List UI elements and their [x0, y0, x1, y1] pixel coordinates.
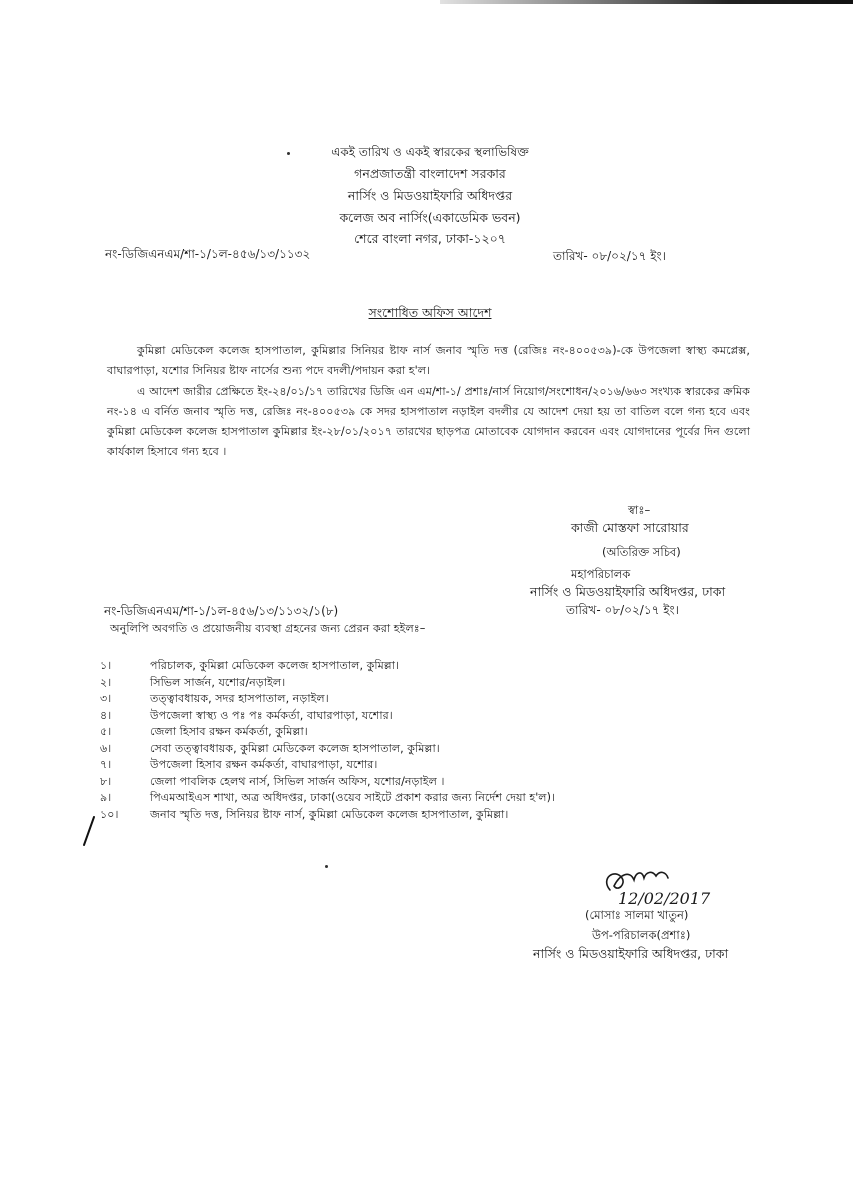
- list-item-text: জেলা হিসাব রক্ষন কর্মকর্তা, কুমিল্লা।: [150, 725, 308, 738]
- list-item: [100, 658, 620, 675]
- copy-signatory-designation: উপ-পরিচালক(প্রশাঃ): [592, 928, 691, 942]
- ink-speck: [325, 865, 328, 868]
- list-item: [100, 724, 620, 741]
- list-item-number: ৯।: [100, 791, 112, 804]
- list-item-text: তত্ত্বাবধায়ক, সদর হাসপাতাল, নড়াইল।: [150, 692, 329, 705]
- header-college: কলেজ অব নার্সিং(একাডেমিক ভবন): [339, 210, 521, 225]
- list-item-text: উপজেলা হিসাব রক্ষন কর্মকর্তা, বাঘারপাড়া, যশোর।: [150, 758, 378, 771]
- order-paragraph-2: এ আদেশ জারীর প্রেক্ষিতে ইং-২৪/০১/১৭ তারিখের ডিজি এন এম/শা-১/ প্রশাঃ/নার্স নিয়োগ/সংশোধন/২০১৬/৬৬৩ সংখ্যক স্বারকের ক্রমিক নং-১৪ এ বর্নিত জনাব স্মৃতি দত্ত, রেজিঃ নং-৪০০৫৩৯ কে সদর হাসপাতাল নড়াইল বদলীর যে আদেশ দেয়া হয় তা বাতিল বলে গন্য হবে এবং কুমিল্লা মেডিকেল কলেজ হাসপাতাল কুমিল্লার ইং-২৮/০১/২০১৭ তারখের ছাড়পত্র মোতাবেক যোগদান করবেন এবং যোগদানের পূর্বের দিন গুলো কার্যকাল হিসাবে গন্য হবে ।: [107, 385, 750, 458]
- header-directorate: নার্সিং ও মিডওয়াইফারি অধিদপ্তর: [347, 188, 513, 203]
- pen-tick-mark: [82, 815, 96, 847]
- list-item-text: জেলা পাবলিক হেলথ নার্স, সিভিল সার্জন অফিস, যশোর/নড়াইল ।: [150, 774, 445, 788]
- list-item-number: ২।: [100, 675, 112, 689]
- copy-recipient-list: [100, 658, 620, 823]
- copy-signatory-office: নার্সিং ও মিডওয়াইফারি অধিদপ্তর, ঢাকা: [533, 946, 729, 961]
- signatory-designation: মহাপরিচালক: [571, 567, 631, 581]
- list-item: [100, 774, 620, 791]
- list-item-text: পরিচালক, কুমিল্লা মেডিকেল কলেজ হাসপাতাল, কুমিল্লা।: [150, 659, 400, 672]
- list-item-number: ৪।: [100, 708, 112, 722]
- list-item: [100, 807, 620, 824]
- list-item-number: ৭।: [100, 758, 112, 771]
- signature-label: স্বাঃ–: [628, 503, 651, 517]
- scan-edge-shadow: [440, 0, 853, 4]
- header-govt: গনপ্রজাতন্ত্রী বাংলাদেশ সরকার: [354, 166, 506, 181]
- list-item: [100, 757, 620, 774]
- list-item: [100, 708, 620, 725]
- list-item-number: ৫।: [100, 725, 112, 738]
- memo-date: তারিখ- ০৮/০২/১৭ ইং।: [553, 249, 666, 263]
- list-item-number: ৬।: [100, 741, 112, 755]
- list-item: [100, 691, 620, 708]
- list-item-number: ১।: [100, 659, 112, 672]
- header-address: শেরে বাংলা নগর, ঢাকা-১২০৭: [354, 231, 506, 246]
- list-item: [100, 675, 620, 692]
- list-item-text: সেবা তত্ত্বাবধায়ক, কুমিল্লা মেডিকেল কলেজ হাসপাতাল, কুমিল্লা।: [150, 741, 440, 755]
- copy-intro: অনুলিপি অবগতি ও প্রয়োজনীয় ব্যবস্থা গ্রহনের জন্য প্রেরন করা হইলঃ–: [110, 622, 426, 635]
- header-note: একই তারিখ ও একই স্বারকের স্থলাভিষিক্ত: [331, 145, 529, 159]
- order-paragraph-1: কুমিল্লা মেডিকেল কলেজ হাসপাতাল, কুমিল্লার সিনিয়র ষ্টাফ নার্স জনাব স্মৃতি দত্ত (রেজিঃ নং-৪০০৫৩৯)-কে উপজেলা স্বাস্থ্য কমপ্লেক্স, বাঘারপাড়া, যশোর সিনিয়র ষ্টাফ নার্সের শুন্য পদে বদলী/পদায়ন করা হ'ল।: [107, 344, 750, 377]
- copy-signatory-name: (মোসাঃ সালমা খাতুন): [585, 908, 689, 922]
- order-title: সংশোধিত অফিস আদেশ: [368, 305, 492, 320]
- handwritten-signature: [570, 860, 750, 910]
- list-item-text: সিভিল সার্জন, যশোর/নড়াইল।: [150, 675, 286, 689]
- signatory-rank: (অতিরিক্ত সচিব): [602, 545, 681, 559]
- list-item-text: পিএমআইএস শাখা, অত্র অধিদপ্তর, ঢাকা(ওয়েব সাইটে প্রকাশ করার জন্য নির্দেশ দেয়া হ'ল)।: [150, 791, 555, 804]
- signatory-date: তারিখ- ০৮/০২/১৭ ইং।: [566, 603, 679, 617]
- list-item: [100, 790, 620, 807]
- copy-memo-number: নং-ডিজিএনএম/শা-১/১ল-৪৫৬/১৩/১১৩২/১(৮): [104, 604, 339, 618]
- list-item-text: জনাব স্মৃতি দত্ত, সিনিয়র ষ্টাফ নার্স, কুমিল্লা মেডিকেল কলেজ হাসপাতাল, কুমিল্লা।: [150, 807, 509, 821]
- list-item-number: ৩।: [100, 692, 112, 705]
- list-item-text: উপজেলা স্বাস্থ্য ও পঃ পঃ কর্মকর্তা, বাঘারপাড়া, যশোর।: [150, 708, 393, 722]
- list-item-number: ১০।: [100, 807, 119, 821]
- signatory-office: নার্সিং ও মিডওয়াইফারি অধিদপ্তর, ঢাকা: [530, 584, 726, 599]
- handwritten-date: 12/02/2017: [618, 889, 711, 908]
- list-item: [100, 741, 620, 758]
- memo-number: নং-ডিজিএনএম/শা-১/১ল-৪৫৬/১৩/১১৩২: [105, 247, 311, 261]
- list-item-number: ৮।: [100, 774, 112, 788]
- signatory-name: কাজী মোস্তফা সারোয়ার: [571, 520, 689, 535]
